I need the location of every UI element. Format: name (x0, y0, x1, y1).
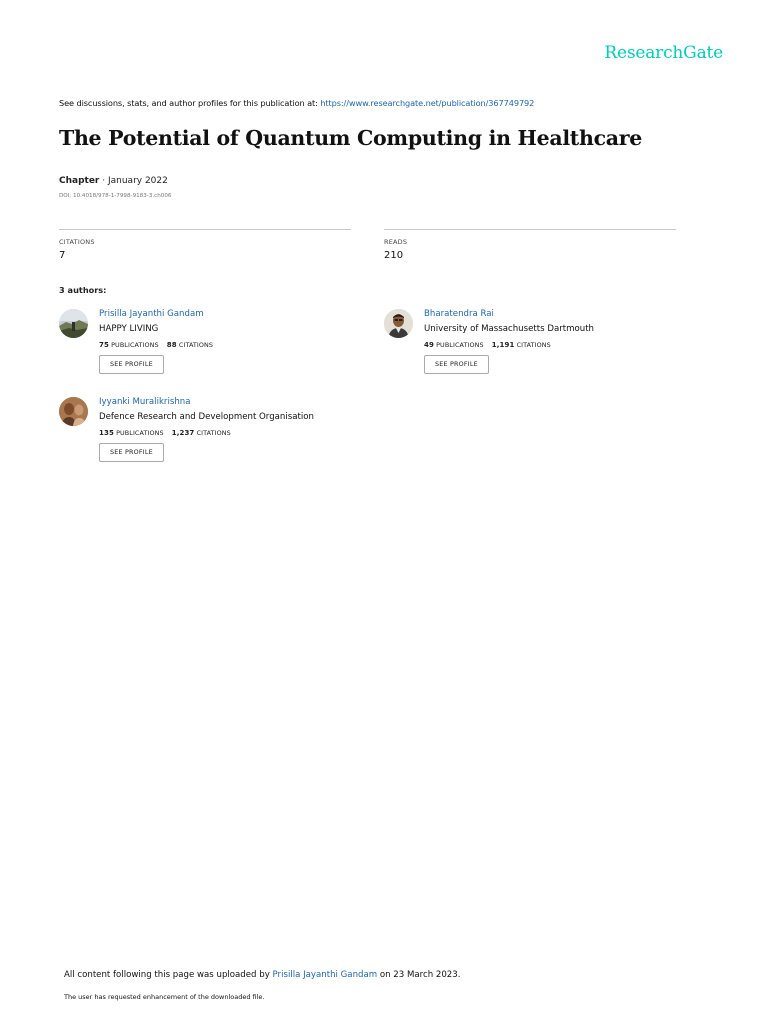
author-affiliation: University of Massachusetts Dartmouth (424, 324, 595, 334)
citations-count: 88 (166, 341, 177, 349)
publication-title: The Potential of Quantum Computing in Healthcare (59, 126, 642, 150)
reads-stat (384, 229, 676, 269)
see-profile-button[interactable]: SEE PROFILE (424, 355, 489, 374)
publications-label: PUBLICATIONS (116, 429, 164, 437)
discussion-line (59, 98, 534, 108)
publications-count: 49 (424, 341, 434, 349)
publication-doi: DOI: 10.4018/978-1-7998-9183-3.ch006 (59, 193, 172, 199)
upload-notice (64, 970, 460, 980)
author-avatar[interactable] (384, 309, 413, 338)
author-stats (99, 429, 314, 437)
citations-label: CITATIONS (516, 341, 551, 349)
author-affiliation: HAPPY LIVING (99, 324, 159, 334)
reads-label: READS (384, 238, 408, 246)
download-note: The user has requested enhancement of the downloaded file. (64, 993, 265, 1001)
author-stats (99, 341, 213, 349)
citations-stat (59, 229, 351, 269)
publication-link[interactable]: https://www.researchgate.net/publication/367749792 (320, 98, 535, 108)
researchgate-logo[interactable]: ResearchGate (604, 43, 723, 63)
citations-label: CITATIONS (178, 341, 214, 349)
citations-label: CITATIONS (59, 238, 95, 246)
publication-date: · January 2022 (102, 176, 168, 186)
author-card (59, 397, 359, 461)
publications-count: 135 (99, 429, 114, 437)
citations-count: 1,237 (171, 429, 195, 437)
discussion-text: See discussions, stats, and author profiles for this publication at: (59, 98, 318, 108)
citations-label: CITATIONS (196, 429, 231, 437)
author-name-link[interactable]: Prisilla Jayanthi Gandam (99, 309, 204, 319)
author-avatar[interactable] (59, 397, 88, 426)
reads-value: 210 (384, 250, 404, 261)
publication-meta (59, 176, 168, 186)
uploader-link[interactable]: Prisilla Jayanthi Gandam (272, 970, 378, 980)
see-profile-button[interactable]: SEE PROFILE (99, 443, 164, 462)
publication-type: Chapter (59, 176, 100, 186)
author-name-link[interactable]: Iyyanki Muralikrishna (99, 397, 191, 407)
authors-heading: 3 authors: (59, 285, 107, 295)
upload-prefix: All content following this page was uploaded by (64, 970, 270, 980)
see-profile-button[interactable]: SEE PROFILE (99, 355, 164, 374)
citations-count: 1,191 (491, 341, 515, 349)
citations-value: 7 (59, 250, 66, 261)
author-stats (424, 341, 594, 349)
author-card (384, 309, 684, 373)
publications-count: 75 (99, 341, 109, 349)
author-avatar[interactable] (59, 309, 88, 338)
author-card (59, 309, 359, 373)
publications-label: PUBLICATIONS (436, 341, 484, 349)
author-affiliation: Defence Research and Development Organisation (99, 412, 314, 422)
upload-suffix: on 23 March 2023. (379, 970, 461, 980)
publications-label: PUBLICATIONS (111, 341, 159, 349)
author-name-link[interactable]: Bharatendra Rai (424, 309, 494, 319)
